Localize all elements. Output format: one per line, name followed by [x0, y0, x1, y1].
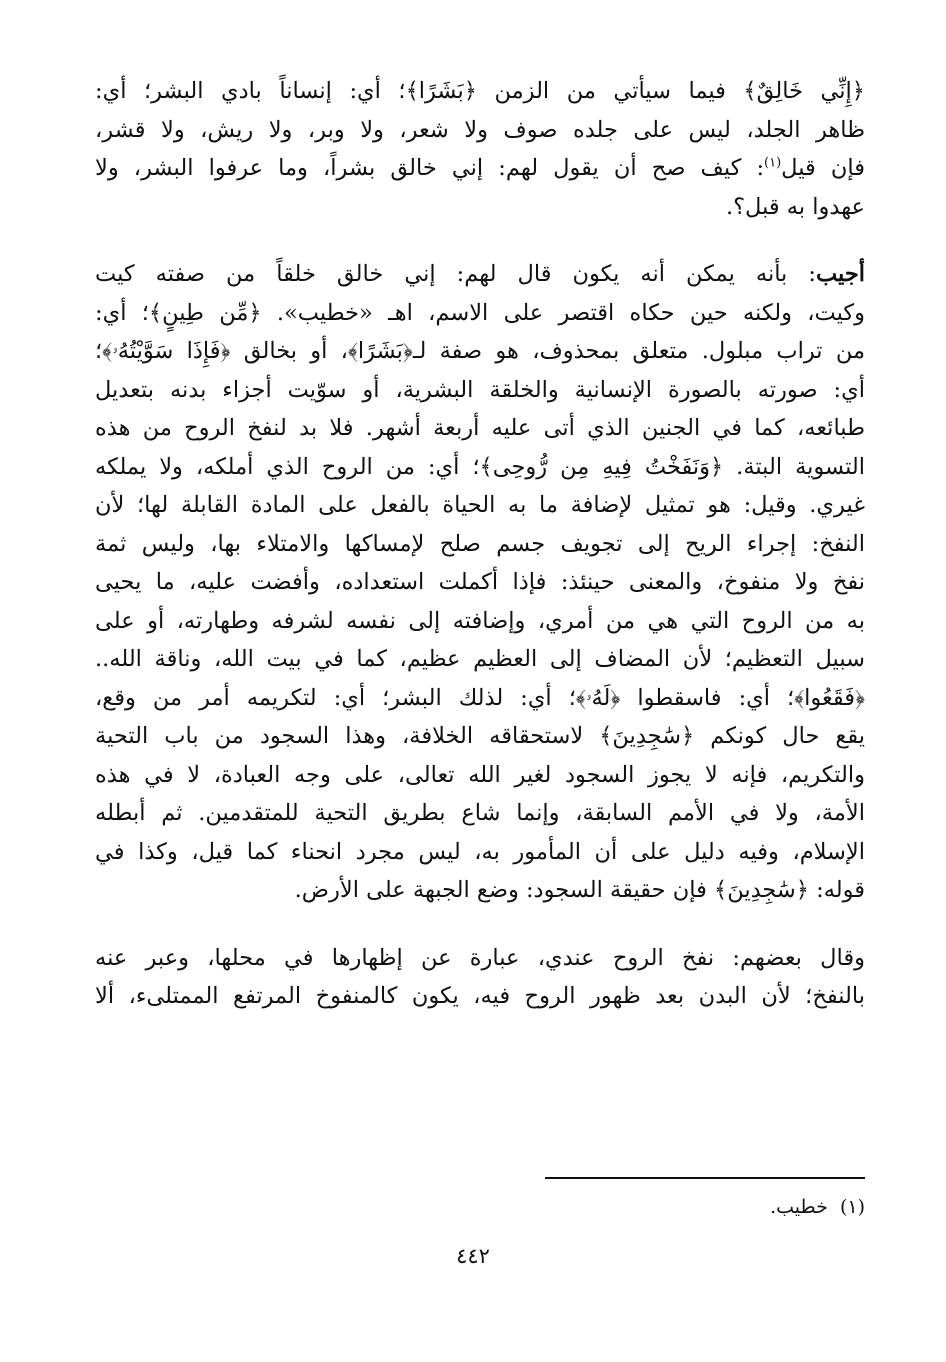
paragraph-gap — [95, 910, 865, 939]
text-line: غيري. وقيل: هو تمثيل لإضافة ما به الحياة بالفعل على المادة القابلة لها؛ لأن — [95, 492, 865, 518]
page-number: ٤٤٢ — [456, 1244, 490, 1268]
text-fragment: : كيف صح أن يقول لهم: إني خالق بشراً، وما عرفوا البشر، ولا — [95, 155, 765, 181]
text-line: والتكريم، فإنه لا يجوز السجود لغير الله تعالى، على وجه العبادة، لا في هذه — [95, 761, 865, 788]
text-line: يقع حال كونكم ﴿سَٰجِدِينَ﴾ لاستحقاقه الخلافة، وهذا السجود من باب التحية — [95, 723, 865, 749]
footnote-text: خطيب. — [770, 1196, 828, 1218]
text-line: بالنفخ؛ لأن البدن بعد ظهور الروح فيه، يكون كالمنفوخ المرتفع الممتلىء، ألا — [95, 983, 865, 1009]
text-fragment: فإن قيل — [781, 155, 865, 181]
page-body — [95, 72, 865, 1016]
text-line: نفخ ولا منفوخ، والمعنى حينئذ: فإذا أكملت استعداده، وأفضت عليه، ما يحيى — [95, 569, 865, 595]
text-line-with-footnote — [95, 149, 865, 188]
text-line: الأمة، ولا في الأمم السابقة، وإنما شاع بطريق التحية للمتقدمين. ثم أبطله — [95, 800, 865, 826]
text-line: به من الروح التي هي من أمري، وإضافته إلى نفسه لشرفه وطهارته، أو على — [95, 607, 865, 634]
text-line: وكيت، ولكنه حين حكاه اقتصر على الاسم، اهـ «خطيب». ﴿مِّن طِينٍ﴾؛ أي: — [95, 299, 865, 326]
paragraph-3 — [95, 939, 865, 1016]
text-line: الإسلام، وفيه دليل على أن المأمور به، ليس مجرد انحناء كما قيل، وكذا في — [95, 838, 865, 865]
text-line: عهدوا به قبل؟. — [725, 193, 865, 220]
lead-word: أجيب — [815, 261, 865, 287]
text-line: التسوية البتة. ﴿وَنَفَخْتُ فِيهِ مِن رُّوحِى﴾؛ أي: من الروح الذي أملكه، ولا يملكه — [95, 453, 865, 480]
paragraph-gap — [95, 226, 865, 255]
text-line: قوله: ﴿سَٰجِدِينَ﴾ فإن حقيقة السجود: وضع الجبهة على الأرض. — [294, 877, 865, 903]
text-line: النفخ: إجراء الريح إلى تجويف جسم صلح لإمساكها والامتلاء بها، وليس ثمة — [95, 530, 865, 557]
footnote-separator — [545, 1177, 865, 1179]
text-line: سبيل التعظيم؛ لأن المضاف إلى العظيم عظيم، كما في بيت الله، وناقة الله.. — [95, 646, 865, 672]
paragraph-1 — [95, 72, 865, 226]
paragraph-2 — [95, 255, 865, 910]
footnote — [770, 1194, 865, 1220]
text-line: ﴿فَقَعُوا﴾؛ أي: فاسقطوا ﴿لَهُۥ﴾؛ أي: لذلك البشر؛ أي: لتكريمه أمر من وقع، — [95, 684, 865, 711]
footnote-number: (١) — [839, 1196, 865, 1218]
text-line: ظاهر الجلد، ليس على جلده صوف ولا شعر، ولا وبر، ولا ريش، ولا قشر، — [95, 116, 865, 143]
footnote-marker: (١) — [764, 155, 782, 171]
text-line: وقال بعضهم: نفخ الروح عندي، عبارة عن إظهارها في محلها، وعبر عنه — [95, 944, 865, 971]
text-line-with-lead — [95, 255, 865, 294]
text-line: ﴿إِنِّي خَالِقٌ﴾ فيما سيأتي من الزمن ﴿بَشَرًا﴾؛ أي: إنساناً بادي البشر؛ أي: — [95, 78, 865, 104]
text-fragment: : بأنه يمكن أنه يكون قال لهم: إني خالق خلقاً من صفته كيت — [95, 261, 816, 287]
text-line: طبائعه، كما في الجنين الذي أتى عليه أربعة أشهر. فلا بد لنفخ الروح من هذه — [95, 415, 865, 441]
text-line: من تراب مبلول. متعلق بمحذوف، هو صفة لـ﴿بَشَرًا﴾، أو بخالق ﴿فَإِذَا سَوَّيْتُهُۥ﴾؛ — [95, 338, 865, 364]
text-line: أي: صورته بالصورة الإنسانية والخلقة البشرية، أو سوّيت أجزاء بدنه بتعديل — [95, 376, 865, 403]
